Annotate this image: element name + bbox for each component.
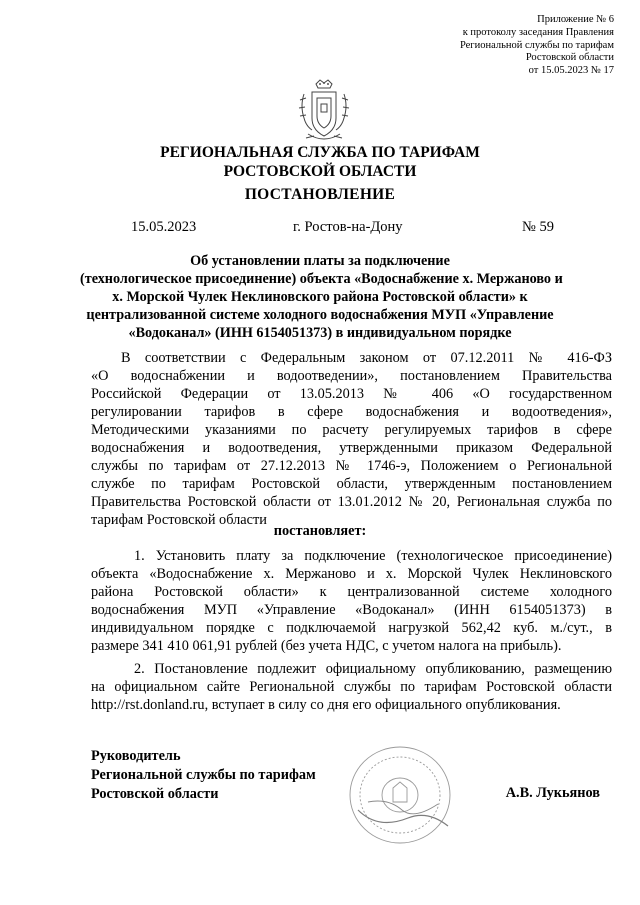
- item-2-line: 2. Постановление подлежит официальному опубликованию, размещению: [134, 661, 612, 677]
- document-number: № 59: [522, 219, 554, 235]
- document-title: [80, 252, 563, 342]
- document-type: ПОСТАНОВЛЕНИЕ: [244, 186, 396, 203]
- preamble-line: службе по тарифам Ростовской области, утвержденным постановлением: [91, 476, 612, 492]
- title-line: централизованной системе холодного водоснабжения МУП «Управление: [86, 307, 554, 323]
- item-1-paragraph: [91, 547, 612, 655]
- appendix-line: Приложение № 6: [537, 14, 614, 25]
- item-1-line: объекта «Водоснабжение х. Мержаново и х. Морской Чулек Неклиновского: [91, 566, 612, 582]
- preamble-line: регулировании тарифов в сфере водоснабжения и водоотведения»,: [91, 404, 612, 420]
- item-1-line: района Ростовской области» к централизованной системе холодного: [91, 584, 612, 600]
- document-date: 15.05.2023: [131, 219, 197, 235]
- signatory-position: [91, 747, 316, 804]
- preamble-line: водоснабжения и водоотведения, утвержденными приказом Федеральной: [91, 440, 612, 456]
- document-city: г. Ростов-на-Дону: [293, 219, 403, 235]
- appendix-line: от 15.05.2023 № 17: [528, 65, 614, 77]
- item-1-line: индивидуальном порядке с подключаемой нагрузкой 562,42 куб. м./сут., в: [91, 620, 612, 636]
- preamble-line: В соответствии с Федеральным законом от 07.12.2011 № 416-ФЗ: [121, 350, 612, 366]
- organization-line: РОСТОВСКОЙ ОБЛАСТИ: [223, 163, 417, 180]
- title-line: «Водоканал» (ИНН 6154051373) в индивидуальном порядке: [128, 325, 512, 341]
- preamble-paragraph: [91, 349, 612, 529]
- position-line: Руководитель: [91, 748, 181, 764]
- preamble-line: тарифам Ростовской области: [91, 512, 267, 528]
- title-line: (технологическое присоединение) объекта «Водоснабжение х. Мержаново и: [80, 271, 563, 287]
- position-line: Ростовской области: [91, 786, 219, 802]
- organization-line: РЕГИОНАЛЬНАЯ СЛУЖБА ПО ТАРИФАМ: [160, 144, 480, 161]
- rostov-coat-of-arms-icon: [294, 78, 354, 146]
- signatory-name: А.В. Лукьянов: [505, 785, 600, 801]
- appendix-note: [460, 14, 614, 78]
- item-2-line: http://rst.donland.ru, вступает в силу со дня его официального опубликования.: [91, 697, 561, 713]
- preamble-line: Российской Федерации от 13.05.2013 № 406 «О государственном: [91, 386, 612, 402]
- appendix-line: к протоколу заседания Правления: [462, 26, 614, 38]
- position-line: Региональной службы по тарифам: [91, 767, 316, 783]
- item-2-line: на официальном сайте Региональной службы по тарифам Ростовской области: [91, 679, 612, 695]
- item-1-line: 1. Установить плату за подключение (технологическое присоединение): [134, 548, 612, 564]
- title-line: х. Морской Чулек Неклиновского района Ростовской области» к: [112, 289, 528, 305]
- document-meta: [0, 219, 640, 239]
- appendix-line: Региональной службы по тарифам: [459, 39, 614, 51]
- item-1-line: водоснабжения МУП «Управление «Водоканал» (ИНН 6154051373) в: [91, 602, 612, 618]
- appendix-line: Ростовской области: [525, 52, 614, 64]
- item-2-paragraph: [91, 660, 612, 714]
- organization-name: [0, 143, 640, 181]
- preamble-line: Методическими указаниями по расчету регулируемых тарифов в сфере: [91, 422, 612, 438]
- preamble-line: Правительства Ростовской области от 13.01.2012 № 20, Региональная служба по: [91, 494, 612, 510]
- preamble-line: службы по тарифам от 27.12.2013 № 1746-э, Положением о Региональной: [91, 458, 612, 474]
- item-1-line: размере 341 410 061,91 рублей (без учета НДС, с учетом налога на прибыль).: [91, 638, 562, 654]
- decree-word: постановляет:: [273, 523, 367, 539]
- preamble-line: «О водоснабжении и водоотведении», постановлением Правительства: [91, 368, 612, 384]
- official-stamp-icon: [338, 740, 462, 850]
- title-line: Об установлении платы за подключение: [190, 253, 450, 269]
